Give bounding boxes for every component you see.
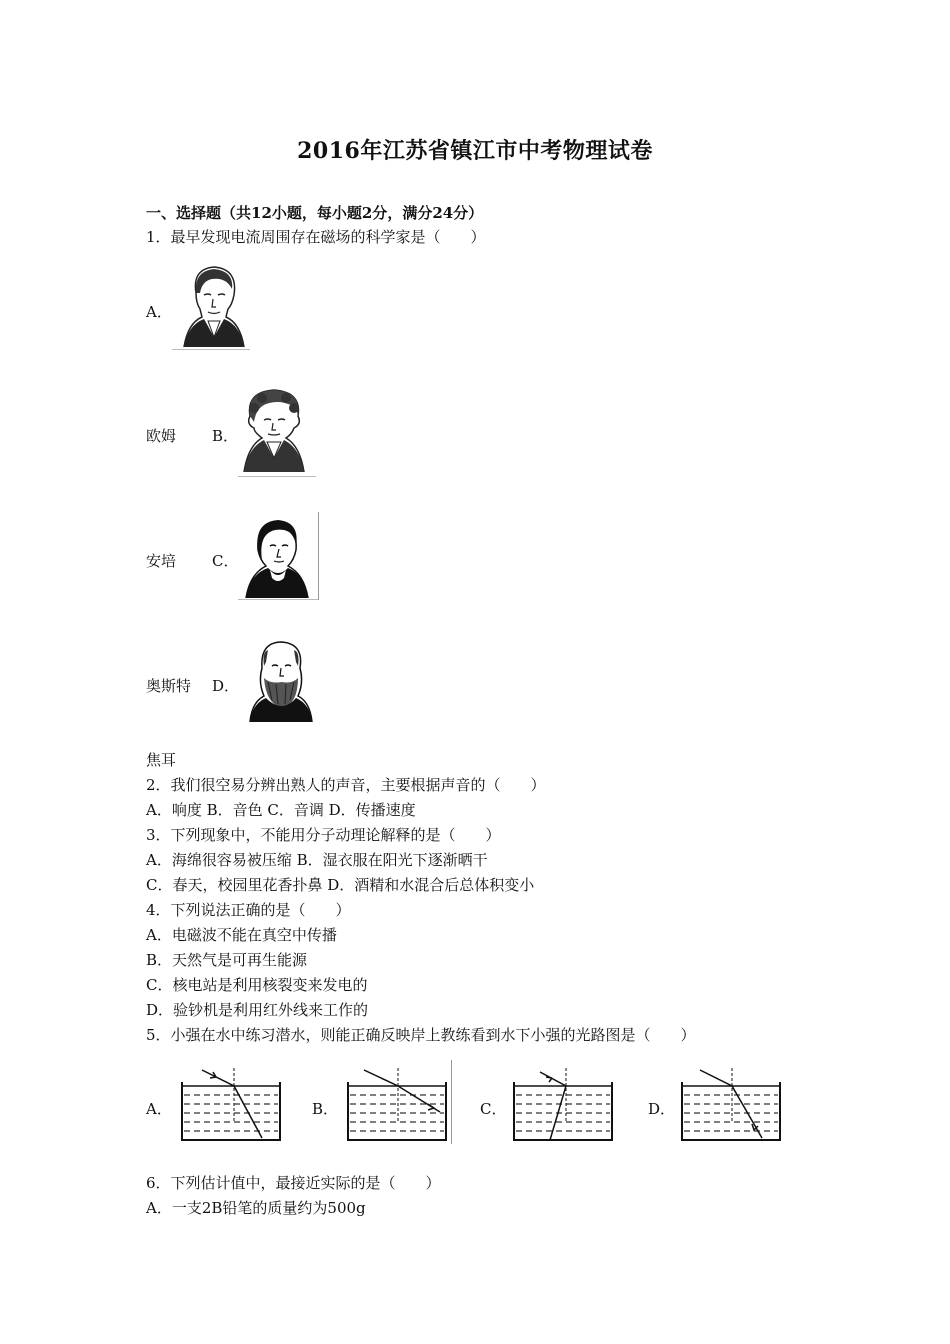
q5-diagram-c: [510, 1064, 616, 1144]
q5-diagram-a: [178, 1064, 284, 1144]
q4-option-d: D．验钞机是利用红外线来工作的: [146, 1001, 369, 1019]
q1-option-d-label: D．: [212, 677, 240, 695]
q6-stem: 6．下列估计值中，最接近实际的是（ ）: [146, 1174, 441, 1192]
q1-option-d-prefix: 奥斯特: [146, 677, 192, 695]
portrait-d-image: [248, 638, 314, 722]
q5-diagram-b: [344, 1064, 450, 1144]
q4-stem: 4．下列说法正确的是（ ）: [146, 901, 351, 919]
q5-option-a-label: A．: [146, 1100, 172, 1118]
q3-stem: 3．下列现象中，不能用分子动理论解释的是（ ）: [146, 826, 501, 844]
portrait-a-underline: [172, 349, 250, 350]
portrait-b-image: [242, 388, 306, 472]
q5-diagram-b-border: [451, 1060, 452, 1144]
q1-option-b-label: B．: [212, 427, 239, 445]
q1-stem: 1．最早发现电流周围存在磁场的科学家是（ ）: [146, 228, 486, 246]
q1-option-c-prefix: 安培: [146, 552, 177, 570]
q1-trailing-text: 焦耳: [146, 751, 177, 769]
q5-diagram-d: [678, 1064, 784, 1144]
portrait-b-underline: [238, 476, 316, 477]
q5-stem: 5．小强在水中练习潜水，则能正确反映岸上教练看到水下小强的光路图是（ ）: [146, 1026, 696, 1044]
portrait-c-border: [318, 512, 319, 600]
q5-option-d-label: D．: [648, 1100, 676, 1118]
q5-option-c-label: C．: [480, 1100, 507, 1118]
q4-option-a: A．电磁波不能在真空中传播: [146, 926, 337, 944]
q1-option-c-label: C．: [212, 552, 239, 570]
portrait-c-image: [244, 516, 310, 598]
q4-option-c: C．核电站是利用核裂变来发电的: [146, 976, 368, 994]
q2-stem: 2．我们很空易分辨出熟人的声音，主要根据声音的（ ）: [146, 776, 546, 794]
q3-options-line1: A．海绵很容易被压缩 B．湿衣服在阳光下逐渐晒干: [146, 851, 488, 869]
q2-options: A．响度 B．音色 C．音调 D．传播速度: [146, 801, 416, 819]
q1-option-a-label: A．: [146, 303, 172, 321]
q6-option-a: A．一支2B铅笔的质量约为500g: [146, 1199, 366, 1217]
portrait-a-image: [182, 263, 246, 347]
section-heading: 一、选择题（共12小题，每小题2分，满分24分）: [146, 204, 484, 222]
q4-option-b: B．天然气是可再生能源: [146, 951, 308, 969]
q5-option-b-label: B．: [312, 1100, 339, 1118]
portrait-c-underline: [238, 599, 318, 600]
page-title: 2016年江苏省镇江市中考物理试卷: [297, 138, 653, 164]
q3-options-line2: C．春天，校园里花香扑鼻 D．酒精和水混合后总体积变小: [146, 876, 535, 894]
q1-option-b-prefix: 欧姆: [146, 427, 177, 445]
